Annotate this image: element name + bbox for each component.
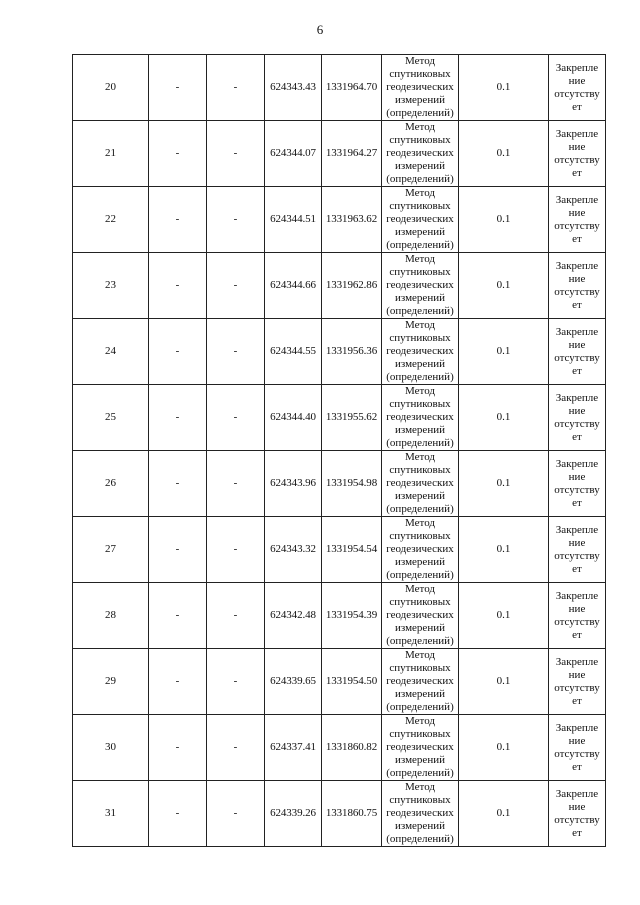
table-row	[73, 55, 606, 121]
accuracy-cell: 0.1	[459, 451, 549, 517]
fixing-text-line: ет	[572, 364, 582, 377]
fixing-text-line: ние	[568, 470, 586, 483]
point-number-cell: 27	[73, 517, 149, 583]
fixing-text-line: отсутству	[554, 615, 600, 628]
x-coordinate-cell: 624343.96	[265, 451, 322, 517]
x-coordinate-cell: 624342.48	[265, 583, 322, 649]
point-number-cell: 23	[73, 253, 149, 319]
y-coordinate-cell: 1331954.39	[322, 583, 382, 649]
accuracy-cell: 0.1	[459, 187, 549, 253]
table-row	[73, 715, 606, 781]
old-x-cell: -	[149, 781, 207, 847]
fixing-text-line: Закрепле	[555, 325, 599, 338]
method-cell	[382, 253, 459, 319]
fixing-text-line: Закрепле	[555, 787, 599, 800]
accuracy-cell: 0.1	[459, 781, 549, 847]
y-coordinate-cell: 1331964.70	[322, 55, 382, 121]
method-cell	[382, 55, 459, 121]
old-y-cell: -	[207, 451, 265, 517]
point-number-cell: 24	[73, 319, 149, 385]
x-coordinate-cell: 624344.55	[265, 319, 322, 385]
table-row	[73, 451, 606, 517]
method-text-line: геодезических	[386, 213, 454, 225]
method-text-line: спутниковых	[389, 596, 451, 608]
method-text-line: (определений)	[386, 833, 454, 845]
method-text-line: измерений	[395, 292, 445, 304]
old-y-cell: -	[207, 55, 265, 121]
accuracy-cell: 0.1	[459, 121, 549, 187]
x-coordinate-cell: 624344.51	[265, 187, 322, 253]
method-text-line: Метод	[405, 649, 435, 661]
old-x-cell: -	[149, 583, 207, 649]
fixing-text-line: ние	[568, 668, 586, 681]
method-text-line: спутниковых	[389, 68, 451, 80]
fixing-text-line: Закрепле	[555, 193, 599, 206]
old-y-cell: -	[207, 517, 265, 583]
point-number-cell: 25	[73, 385, 149, 451]
old-x-cell: -	[149, 385, 207, 451]
method-text-line: геодезических	[386, 477, 454, 489]
method-text-line: (определений)	[386, 173, 454, 185]
old-y-cell: -	[207, 121, 265, 187]
old-y-cell: -	[207, 781, 265, 847]
table-body	[73, 55, 606, 847]
method-text-line: Метод	[405, 517, 435, 529]
fixing-cell	[549, 451, 606, 517]
method-text-line: измерений	[395, 226, 445, 238]
method-cell	[382, 385, 459, 451]
old-y-cell: -	[207, 385, 265, 451]
fixing-text-line: ет	[572, 694, 582, 707]
fixing-cell	[549, 187, 606, 253]
fixing-text-line: ет	[572, 496, 582, 509]
fixing-text-line: ет	[572, 826, 582, 839]
method-cell	[382, 121, 459, 187]
fixing-text-line: ние	[568, 140, 586, 153]
accuracy-cell: 0.1	[459, 253, 549, 319]
method-text-line: геодезических	[386, 675, 454, 687]
method-text-line: измерений	[395, 160, 445, 172]
y-coordinate-cell: 1331962.86	[322, 253, 382, 319]
old-y-cell: -	[207, 319, 265, 385]
method-text-line: геодезических	[386, 741, 454, 753]
method-text-line: измерений	[395, 556, 445, 568]
method-text-line: (определений)	[386, 239, 454, 251]
table-row	[73, 583, 606, 649]
coordinates-table	[72, 54, 606, 847]
old-y-cell: -	[207, 583, 265, 649]
y-coordinate-cell: 1331954.50	[322, 649, 382, 715]
fixing-text-line: ет	[572, 760, 582, 773]
method-text-line: спутниковых	[389, 266, 451, 278]
method-text-line: спутниковых	[389, 728, 451, 740]
method-text-line: Метод	[405, 121, 435, 133]
old-y-cell: -	[207, 187, 265, 253]
point-number-cell: 30	[73, 715, 149, 781]
method-text-line: измерений	[395, 424, 445, 436]
accuracy-cell: 0.1	[459, 715, 549, 781]
fixing-text-line: отсутству	[554, 681, 600, 694]
fixing-text-line: отсутству	[554, 483, 600, 496]
method-cell	[382, 715, 459, 781]
fixing-text-line: Закрепле	[555, 259, 599, 272]
table-row	[73, 319, 606, 385]
x-coordinate-cell: 624339.65	[265, 649, 322, 715]
y-coordinate-cell: 1331860.75	[322, 781, 382, 847]
old-x-cell: -	[149, 253, 207, 319]
fixing-cell	[549, 583, 606, 649]
old-x-cell: -	[149, 649, 207, 715]
method-text-line: геодезических	[386, 345, 454, 357]
x-coordinate-cell: 624337.41	[265, 715, 322, 781]
old-y-cell: -	[207, 715, 265, 781]
fixing-text-line: Закрепле	[555, 523, 599, 536]
point-number-cell: 28	[73, 583, 149, 649]
x-coordinate-cell: 624343.32	[265, 517, 322, 583]
method-text-line: спутниковых	[389, 134, 451, 146]
accuracy-cell: 0.1	[459, 319, 549, 385]
table-row	[73, 253, 606, 319]
fixing-text-line: ние	[568, 800, 586, 813]
method-text-line: геодезических	[386, 279, 454, 291]
y-coordinate-cell: 1331955.62	[322, 385, 382, 451]
fixing-text-line: ние	[568, 206, 586, 219]
method-text-line: спутниковых	[389, 530, 451, 542]
old-x-cell: -	[149, 187, 207, 253]
fixing-text-line: отсутству	[554, 219, 600, 232]
fixing-text-line: отсутству	[554, 153, 600, 166]
old-x-cell: -	[149, 121, 207, 187]
fixing-cell	[549, 55, 606, 121]
method-text-line: спутниковых	[389, 662, 451, 674]
fixing-text-line: Закрепле	[555, 589, 599, 602]
y-coordinate-cell: 1331954.54	[322, 517, 382, 583]
method-text-line: измерений	[395, 688, 445, 700]
fixing-cell	[549, 253, 606, 319]
fixing-text-line: ние	[568, 272, 586, 285]
fixing-cell	[549, 121, 606, 187]
y-coordinate-cell: 1331954.98	[322, 451, 382, 517]
method-text-line: спутниковых	[389, 794, 451, 806]
accuracy-cell: 0.1	[459, 55, 549, 121]
method-text-line: геодезических	[386, 807, 454, 819]
method-text-line: измерений	[395, 94, 445, 106]
table-row	[73, 121, 606, 187]
method-text-line: спутниковых	[389, 332, 451, 344]
fixing-text-line: Закрепле	[555, 721, 599, 734]
fixing-text-line: отсутству	[554, 417, 600, 430]
method-text-line: (определений)	[386, 635, 454, 647]
method-text-line: (определений)	[386, 701, 454, 713]
point-number-cell: 26	[73, 451, 149, 517]
method-cell	[382, 187, 459, 253]
accuracy-cell: 0.1	[459, 517, 549, 583]
page-number: 6	[316, 22, 324, 37]
table-row	[73, 385, 606, 451]
table-row	[73, 649, 606, 715]
method-cell	[382, 649, 459, 715]
old-x-cell: -	[149, 55, 207, 121]
point-number-cell: 22	[73, 187, 149, 253]
point-number-cell: 29	[73, 649, 149, 715]
old-x-cell: -	[149, 517, 207, 583]
fixing-text-line: ет	[572, 298, 582, 311]
fixing-text-line: отсутству	[554, 813, 600, 826]
method-text-line: (определений)	[386, 569, 454, 581]
fixing-cell	[549, 385, 606, 451]
fixing-text-line: отсутству	[554, 285, 600, 298]
accuracy-cell: 0.1	[459, 583, 549, 649]
method-cell	[382, 319, 459, 385]
method-cell	[382, 517, 459, 583]
fixing-text-line: ние	[568, 734, 586, 747]
method-cell	[382, 451, 459, 517]
x-coordinate-cell: 624343.43	[265, 55, 322, 121]
method-text-line: Метод	[405, 187, 435, 199]
fixing-text-line: отсутству	[554, 747, 600, 760]
point-number-cell: 20	[73, 55, 149, 121]
accuracy-cell: 0.1	[459, 385, 549, 451]
method-text-line: спутниковых	[389, 398, 451, 410]
table-row	[73, 517, 606, 583]
method-text-line: (определений)	[386, 503, 454, 515]
fixing-text-line: ет	[572, 628, 582, 641]
x-coordinate-cell: 624339.26	[265, 781, 322, 847]
method-text-line: геодезических	[386, 411, 454, 423]
method-text-line: измерений	[395, 358, 445, 370]
method-text-line: измерений	[395, 820, 445, 832]
table-row	[73, 187, 606, 253]
method-text-line: (определений)	[386, 437, 454, 449]
fixing-text-line: ние	[568, 338, 586, 351]
method-text-line: Метод	[405, 385, 435, 397]
fixing-text-line: ние	[568, 404, 586, 417]
method-text-line: (определений)	[386, 305, 454, 317]
method-text-line: измерений	[395, 490, 445, 502]
method-text-line: измерений	[395, 754, 445, 766]
x-coordinate-cell: 624344.40	[265, 385, 322, 451]
fixing-cell	[549, 517, 606, 583]
y-coordinate-cell: 1331964.27	[322, 121, 382, 187]
method-text-line: геодезических	[386, 543, 454, 555]
old-y-cell: -	[207, 649, 265, 715]
fixing-text-line: ет	[572, 562, 582, 575]
fixing-text-line: Закрепле	[555, 391, 599, 404]
method-text-line: геодезических	[386, 147, 454, 159]
fixing-cell	[549, 319, 606, 385]
fixing-text-line: Закрепле	[555, 655, 599, 668]
old-y-cell: -	[207, 253, 265, 319]
method-cell	[382, 781, 459, 847]
fixing-text-line: отсутству	[554, 87, 600, 100]
fixing-text-line: ние	[568, 536, 586, 549]
y-coordinate-cell: 1331963.62	[322, 187, 382, 253]
y-coordinate-cell: 1331860.82	[322, 715, 382, 781]
method-text-line: спутниковых	[389, 200, 451, 212]
method-text-line: измерений	[395, 622, 445, 634]
method-text-line: спутниковых	[389, 464, 451, 476]
point-number-cell: 21	[73, 121, 149, 187]
fixing-text-line: Закрепле	[555, 127, 599, 140]
method-cell	[382, 583, 459, 649]
method-text-line: Метод	[405, 451, 435, 463]
accuracy-cell: 0.1	[459, 649, 549, 715]
x-coordinate-cell: 624344.07	[265, 121, 322, 187]
method-text-line: (определений)	[386, 371, 454, 383]
x-coordinate-cell: 624344.66	[265, 253, 322, 319]
fixing-text-line: ет	[572, 166, 582, 179]
method-text-line: геодезических	[386, 609, 454, 621]
method-text-line: Метод	[405, 781, 435, 793]
old-x-cell: -	[149, 715, 207, 781]
method-text-line: Метод	[405, 715, 435, 727]
fixing-text-line: ние	[568, 74, 586, 87]
fixing-text-line: Закрепле	[555, 457, 599, 470]
fixing-text-line: ет	[572, 100, 582, 113]
old-x-cell: -	[149, 451, 207, 517]
fixing-cell	[549, 781, 606, 847]
method-text-line: Метод	[405, 55, 435, 67]
fixing-cell	[549, 649, 606, 715]
fixing-text-line: отсутству	[554, 351, 600, 364]
old-x-cell: -	[149, 319, 207, 385]
method-text-line: Метод	[405, 319, 435, 331]
method-text-line: геодезических	[386, 81, 454, 93]
fixing-text-line: ет	[572, 430, 582, 443]
table-row	[73, 781, 606, 847]
fixing-text-line: ние	[568, 602, 586, 615]
y-coordinate-cell: 1331956.36	[322, 319, 382, 385]
fixing-text-line: отсутству	[554, 549, 600, 562]
fixing-text-line: ет	[572, 232, 582, 245]
method-text-line: Метод	[405, 253, 435, 265]
method-text-line: (определений)	[386, 107, 454, 119]
fixing-cell	[549, 715, 606, 781]
point-number-cell: 31	[73, 781, 149, 847]
fixing-text-line: Закрепле	[555, 61, 599, 74]
method-text-line: Метод	[405, 583, 435, 595]
method-text-line: (определений)	[386, 767, 454, 779]
